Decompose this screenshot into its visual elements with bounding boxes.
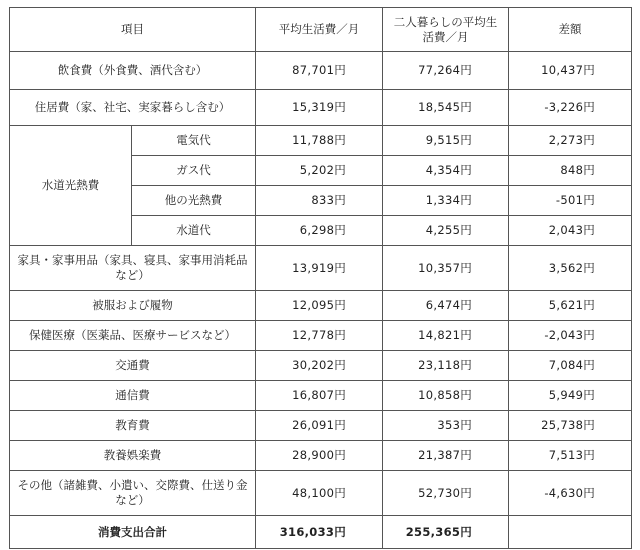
couple-value: 10,858円 xyxy=(383,381,509,411)
table-row xyxy=(10,471,632,516)
couple-value: 21,387円 xyxy=(383,441,509,471)
couple-value: 10,357円 xyxy=(383,246,509,291)
total-couple-value: 255,365円 xyxy=(383,516,509,549)
avg-value: 12,778円 xyxy=(256,321,383,351)
avg-value: 48,100円 xyxy=(256,471,383,516)
living-cost-table xyxy=(9,7,632,549)
couple-value: 353円 xyxy=(383,411,509,441)
avg-value: 6,298円 xyxy=(256,216,383,246)
table-header-row xyxy=(10,8,632,52)
row-label: その他（諸雑費、小遣い、交際費、仕送り金など） xyxy=(10,471,256,516)
avg-value: 5,202円 xyxy=(256,156,383,186)
diff-value: 848円 xyxy=(509,156,632,186)
table-row xyxy=(10,126,632,156)
table-row xyxy=(10,246,632,291)
table-row xyxy=(10,52,632,90)
avg-value: 26,091円 xyxy=(256,411,383,441)
diff-value: -3,226円 xyxy=(509,90,632,126)
sub-row-label: 水道代 xyxy=(132,216,256,246)
couple-value: 77,264円 xyxy=(383,52,509,90)
couple-value: 52,730円 xyxy=(383,471,509,516)
sub-row-label: 他の光熱費 xyxy=(132,186,256,216)
sub-row-label: 電気代 xyxy=(132,126,256,156)
diff-value: 5,621円 xyxy=(509,291,632,321)
diff-value: 25,738円 xyxy=(509,411,632,441)
diff-value: -2,043円 xyxy=(509,321,632,351)
diff-value: 10,437円 xyxy=(509,52,632,90)
couple-value: 9,515円 xyxy=(383,126,509,156)
row-label: 住居費（家、社宅、実家暮らし含む） xyxy=(10,90,256,126)
utilities-group-label: 水道光熱費 xyxy=(10,126,132,246)
total-label: 消費支出合計 xyxy=(10,516,256,549)
header-item: 項目 xyxy=(10,8,256,52)
header-average: 平均生活費／月 xyxy=(256,8,383,52)
table-row xyxy=(10,381,632,411)
avg-value: 12,095円 xyxy=(256,291,383,321)
row-label: 保健医療（医薬品、医療サービスなど） xyxy=(10,321,256,351)
header-difference: 差額 xyxy=(509,8,632,52)
avg-value: 87,701円 xyxy=(256,52,383,90)
row-label: 教養娯楽費 xyxy=(10,441,256,471)
avg-value: 28,900円 xyxy=(256,441,383,471)
total-row xyxy=(10,516,632,549)
avg-value: 15,319円 xyxy=(256,90,383,126)
table-row xyxy=(10,291,632,321)
row-label: 家具・家事用品（家具、寝具、家事用消耗品など） xyxy=(10,246,256,291)
avg-value: 30,202円 xyxy=(256,351,383,381)
table-row xyxy=(10,90,632,126)
table-row xyxy=(10,351,632,381)
diff-value: -4,630円 xyxy=(509,471,632,516)
row-label: 被服および履物 xyxy=(10,291,256,321)
avg-value: 833円 xyxy=(256,186,383,216)
couple-value: 6,474円 xyxy=(383,291,509,321)
couple-value: 18,545円 xyxy=(383,90,509,126)
row-label: 飲食費（外食費、酒代含む） xyxy=(10,52,256,90)
diff-value: 2,273円 xyxy=(509,126,632,156)
couple-value: 4,354円 xyxy=(383,156,509,186)
total-diff-value xyxy=(509,516,632,549)
couple-value: 23,118円 xyxy=(383,351,509,381)
avg-value: 11,788円 xyxy=(256,126,383,156)
living-cost-table-container xyxy=(9,7,631,543)
row-label: 通信費 xyxy=(10,381,256,411)
couple-value: 14,821円 xyxy=(383,321,509,351)
couple-value: 4,255円 xyxy=(383,216,509,246)
header-couple-average: 二人暮らしの平均生活費／月 xyxy=(383,8,509,52)
row-label: 教育費 xyxy=(10,411,256,441)
diff-value: 7,513円 xyxy=(509,441,632,471)
table-row xyxy=(10,441,632,471)
avg-value: 13,919円 xyxy=(256,246,383,291)
diff-value: 2,043円 xyxy=(509,216,632,246)
diff-value: 7,084円 xyxy=(509,351,632,381)
table-row xyxy=(10,411,632,441)
sub-row-label: ガス代 xyxy=(132,156,256,186)
couple-value: 1,334円 xyxy=(383,186,509,216)
diff-value: -501円 xyxy=(509,186,632,216)
table-row xyxy=(10,321,632,351)
row-label: 交通費 xyxy=(10,351,256,381)
total-avg-value: 316,033円 xyxy=(256,516,383,549)
diff-value: 5,949円 xyxy=(509,381,632,411)
avg-value: 16,807円 xyxy=(256,381,383,411)
diff-value: 3,562円 xyxy=(509,246,632,291)
